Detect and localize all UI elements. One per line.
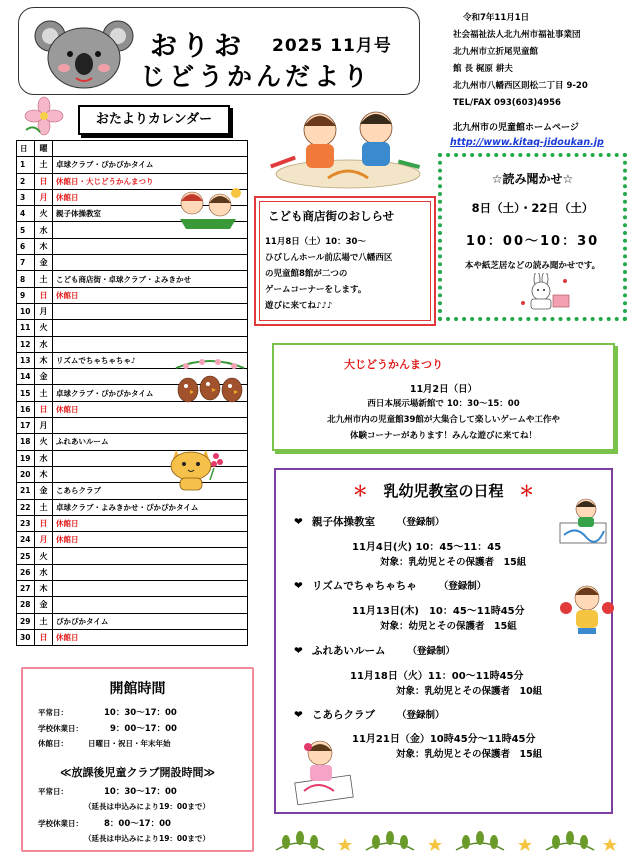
weekday-header: 曜 [35, 141, 53, 157]
calendar-day: 11 [17, 320, 35, 336]
calendar-event [53, 548, 248, 564]
kids-drawing-illustration [258, 100, 428, 192]
koala-icon [34, 12, 134, 90]
kids-shop-line: ひびしんホール前広場で八幡西区 [265, 253, 393, 263]
calendar-weekday: 金 [35, 597, 53, 613]
class-registration: （登録制） [438, 581, 487, 592]
calendar-row [17, 515, 248, 531]
calendar-event: 休館日 [53, 401, 248, 417]
storytelling-time: 10：00～10：30 [465, 234, 600, 249]
calendar-row [17, 320, 248, 336]
calendar-row [17, 418, 248, 434]
calendar-weekday: 日 [35, 515, 53, 531]
kids-shop-body [265, 234, 392, 314]
club-weekday-hours [38, 785, 177, 797]
calendar-day: 1 [17, 157, 35, 173]
festival-description: 体験コーナーがあります！みんな遊びに来てね！ [349, 431, 537, 441]
calendar-event [53, 320, 248, 336]
calendar-weekday: 金 [35, 255, 53, 271]
calendar-weekday: 土 [35, 157, 53, 173]
child-drawing-illustration [290, 735, 360, 805]
calendar-day: 19 [17, 450, 35, 466]
class-time: 11月4日(火) 10：45～11：45 [352, 542, 502, 553]
calendar-event: 休館日 [53, 532, 248, 548]
calendar-day: 15 [17, 385, 35, 401]
calendar-day: 17 [17, 418, 35, 434]
calendar-weekday: 日 [35, 173, 53, 189]
day-header: 日 [17, 141, 35, 157]
calendar-event: 親子体操教室 [53, 206, 248, 222]
kids-illustration [172, 183, 244, 231]
weekday-hours-key: 平常日： [38, 708, 68, 717]
class-time: 11月21日（金）10時45分～11時45分 [352, 734, 536, 745]
calendar-day: 10 [17, 303, 35, 319]
calendar-day: 12 [17, 336, 35, 352]
calendar-weekday: 木 [35, 581, 53, 597]
calendar-event: 休館日 [53, 287, 248, 303]
infant-classes-title-text: 乳幼児教室の日程 [383, 482, 504, 500]
weekday-hours [38, 706, 177, 718]
calendar-event: 卓球クラブ・ぴかぴかタイム [53, 385, 248, 401]
kids-shop-line: 遊びに来てね♪♪♪ [265, 301, 333, 311]
calendar-day: 3 [17, 189, 35, 205]
calendar-weekday: 金 [35, 483, 53, 499]
calendar-weekday: 水 [35, 564, 53, 580]
calendar-day: 9 [17, 287, 35, 303]
calendar-weekday: 木 [35, 466, 53, 482]
closed-days [38, 738, 171, 749]
calendar-event: 休館日 [53, 189, 248, 205]
calendar-weekday: 火 [35, 434, 53, 450]
calendar-row [17, 581, 248, 597]
calendar-weekday: 日 [35, 629, 53, 645]
calendar-row [17, 532, 248, 548]
organization-info [453, 10, 588, 112]
calendar-event: ぴかぴかタイム [53, 613, 248, 629]
class-name: リズムでちゃちゃちゃ [312, 580, 417, 592]
club-holiday-hours [38, 817, 171, 829]
calendar-event [53, 581, 248, 597]
festival-place: 西日本展示場新館で 10：30～15：00 [367, 399, 520, 409]
calendar-day: 7 [17, 255, 35, 271]
calendar-weekday: 木 [35, 352, 53, 368]
storytelling-title: ☆読み聞かせ☆ [491, 172, 574, 186]
calendar-day: 6 [17, 238, 35, 254]
closed-days-key: 休館日： [38, 739, 68, 748]
asterisk-icon: ＊ [519, 482, 535, 500]
calendar-event [53, 597, 248, 613]
heart-icon: ❤ [294, 709, 303, 721]
class-item [294, 643, 455, 658]
class-item [294, 707, 445, 722]
class-time: 11月13日(木) 10：45～11時45分 [352, 606, 525, 617]
calendar-title: おたよりカレンダー [78, 105, 230, 135]
calendar-day: 24 [17, 532, 35, 548]
calendar-row [17, 629, 248, 645]
calendar-row [17, 336, 248, 352]
calendar-event: こども商店街・卓球クラブ・よみきかせ [53, 271, 248, 287]
class-name: 親子体操教室 [312, 516, 375, 528]
calendar-weekday: 月 [35, 532, 53, 548]
newsletter-title-line1: おりお [150, 31, 246, 62]
calendar-weekday: 木 [35, 238, 53, 254]
kids-shop-line: の児童館8館が二つの [265, 269, 348, 279]
class-registration: （登録制） [407, 646, 456, 657]
flower-border-decoration [270, 828, 620, 856]
calendar-day: 13 [17, 352, 35, 368]
festival-date: 11月2日（日） [409, 384, 478, 395]
child-maracas-illustration [560, 580, 614, 636]
kids-shop-line: 11月8日（土）10：30～ [265, 237, 366, 247]
calendar-day: 20 [17, 466, 35, 482]
calendar-day: 14 [17, 369, 35, 385]
calendar-day: 4 [17, 206, 35, 222]
director-name: 館 長 梶原 耕夫 [453, 64, 513, 74]
after-school-club-title: ≪放課後児童クラブ開設時間≫ [59, 766, 216, 779]
asterisk-icon: ＊ [352, 482, 368, 500]
heart-icon: ❤ [294, 516, 303, 528]
calendar-weekday: 水 [35, 222, 53, 238]
calendar-day: 22 [17, 499, 35, 515]
class-target: 対象：乳幼児とその保護者 10組 [396, 686, 543, 697]
calendar-event [53, 564, 248, 580]
homepage-label: 北九州市の児童館ホームページ [453, 123, 579, 133]
calendar-row [17, 271, 248, 287]
child-painting-illustration [556, 495, 612, 547]
calendar-event [53, 255, 248, 271]
calendar-event: こあらクラブ [53, 483, 248, 499]
calendar-weekday: 月 [35, 303, 53, 319]
calendar-row [17, 597, 248, 613]
calendar-event [53, 418, 248, 434]
calendar-event: 休館日 [53, 515, 248, 531]
class-target: 対象：乳幼児とその保護者 15組 [380, 557, 527, 568]
calendar-row [17, 287, 248, 303]
calendar-weekday: 土 [35, 271, 53, 287]
calendar-weekday: 火 [35, 206, 53, 222]
club-holiday-key: 学校休業日： [38, 819, 83, 828]
flower-icon [20, 96, 68, 136]
calendar-weekday: 土 [35, 499, 53, 515]
calendar-day: 23 [17, 515, 35, 531]
kids-shop-title: こども商店街のおしらせ [268, 209, 395, 223]
calendar-day: 21 [17, 483, 35, 499]
calendar-row [17, 238, 248, 254]
storytelling-dates: 8日（土）・22日（土） [471, 201, 594, 215]
class-registration: （登録制） [397, 517, 445, 528]
address: 北九州市八幡西区則松二丁目 9-20 [453, 81, 588, 91]
calendar-day: 26 [17, 564, 35, 580]
heart-icon: ❤ [294, 580, 303, 592]
holiday-hours [38, 722, 177, 734]
holiday-hours-key: 学校休業日： [38, 724, 83, 733]
club-weekday-note: （延長は申込みにより19：00まで） [84, 802, 210, 811]
calendar-day: 27 [17, 581, 35, 597]
festival-description: 北九州市内の児童館39館が大集合して楽しいゲームや工作や [327, 415, 560, 425]
calendar-day: 2 [17, 173, 35, 189]
storytelling-description: 本や紙芝居などの読み聞かせです。 [464, 261, 601, 271]
calendar-weekday: 水 [35, 450, 53, 466]
club-weekday-value: 10：30～17：00 [104, 787, 177, 797]
kids-shop-line: ゲームコーナーをします。 [265, 285, 367, 295]
holiday-hours-value: 9：00～17：00 [110, 724, 177, 734]
homepage-link[interactable]: http://www.kitaq-jidoukan.jp [450, 137, 604, 148]
cat-illustration [166, 440, 226, 492]
heart-icon: ❤ [294, 645, 303, 657]
class-name: こあらクラブ [312, 709, 375, 721]
calendar-event [53, 238, 248, 254]
calendar-row [17, 499, 248, 515]
calendar-day: 5 [17, 222, 35, 238]
newsletter-title-line2: じどうかんだより [140, 62, 373, 91]
club-holiday-value: 8：00～17：00 [104, 819, 171, 829]
calendar-weekday: 水 [35, 336, 53, 352]
class-registration: （登録制） [397, 710, 445, 721]
calendar-event [53, 303, 248, 319]
calendar-weekday: 火 [35, 548, 53, 564]
calendar-row [17, 157, 248, 173]
calendar-event: 卓球クラブ・よみきかせ・ぴかぴかタイム [53, 499, 248, 515]
calendar-row [17, 303, 248, 319]
calendar-day: 8 [17, 271, 35, 287]
corporation-name: 社会福祉法人北九州市福祉事業団 [453, 30, 581, 40]
calendar-event: 卓球クラブ・ぴかぴかタイム [53, 157, 248, 173]
class-item [294, 514, 445, 529]
class-target: 対象：乳幼児とその保護者 15組 [396, 749, 543, 760]
event-header [53, 141, 248, 157]
class-name: ふれあいルーム [312, 645, 386, 657]
calendar-row [17, 613, 248, 629]
calendar-day: 18 [17, 434, 35, 450]
festival-title: 大じどうかんまつり [344, 358, 443, 371]
calendar-event: 休館日 [53, 629, 248, 645]
calendar-weekday: 火 [35, 320, 53, 336]
calendar-weekday: 金 [35, 369, 53, 385]
calendar-day: 30 [17, 629, 35, 645]
calendar-weekday: 日 [35, 287, 53, 303]
calendar-event [53, 336, 248, 352]
calendar-weekday: 土 [35, 613, 53, 629]
calendar-row [17, 548, 248, 564]
closed-days-value: 日曜日・祝日・年末年始 [88, 739, 171, 748]
bunny-reading-icon [515, 273, 575, 311]
calendar-weekday: 土 [35, 385, 53, 401]
calendar-event: ふれあいルーム [53, 434, 248, 450]
weekday-hours-value: 10：30～17：00 [104, 708, 177, 718]
facility-name: 北九州市立折尾児童館 [453, 47, 539, 57]
calendar-event: リズムでちゃちゃちゃ♪ [53, 352, 248, 368]
phone: TEL/FAX 093(603)4956 [453, 98, 561, 108]
birds-illustration [172, 358, 248, 406]
club-holiday-note: （延長は申込みにより19：00まで） [84, 834, 210, 843]
opening-hours-title: 開館時間 [109, 681, 166, 697]
class-target: 対象：幼児とその保護者 15組 [380, 621, 517, 632]
class-time: 11月18日（火）11：00～11時45分 [350, 671, 524, 682]
class-item [294, 578, 486, 593]
club-weekday-key: 平常日： [38, 787, 68, 796]
calendar-day: 25 [17, 548, 35, 564]
issue-date: 令和7年11月1日 [463, 13, 530, 23]
calendar-row [17, 255, 248, 271]
calendar-day: 29 [17, 613, 35, 629]
calendar-weekday: 月 [35, 418, 53, 434]
calendar-day: 28 [17, 597, 35, 613]
calendar-row [17, 564, 248, 580]
calendar-header-row [17, 141, 248, 157]
calendar-weekday: 月 [35, 189, 53, 205]
issue-label: 2025 11月号 [272, 36, 392, 56]
calendar-weekday: 日 [35, 401, 53, 417]
calendar-event: 休館日・大じどうかんまつり [53, 173, 248, 189]
calendar-day: 16 [17, 401, 35, 417]
